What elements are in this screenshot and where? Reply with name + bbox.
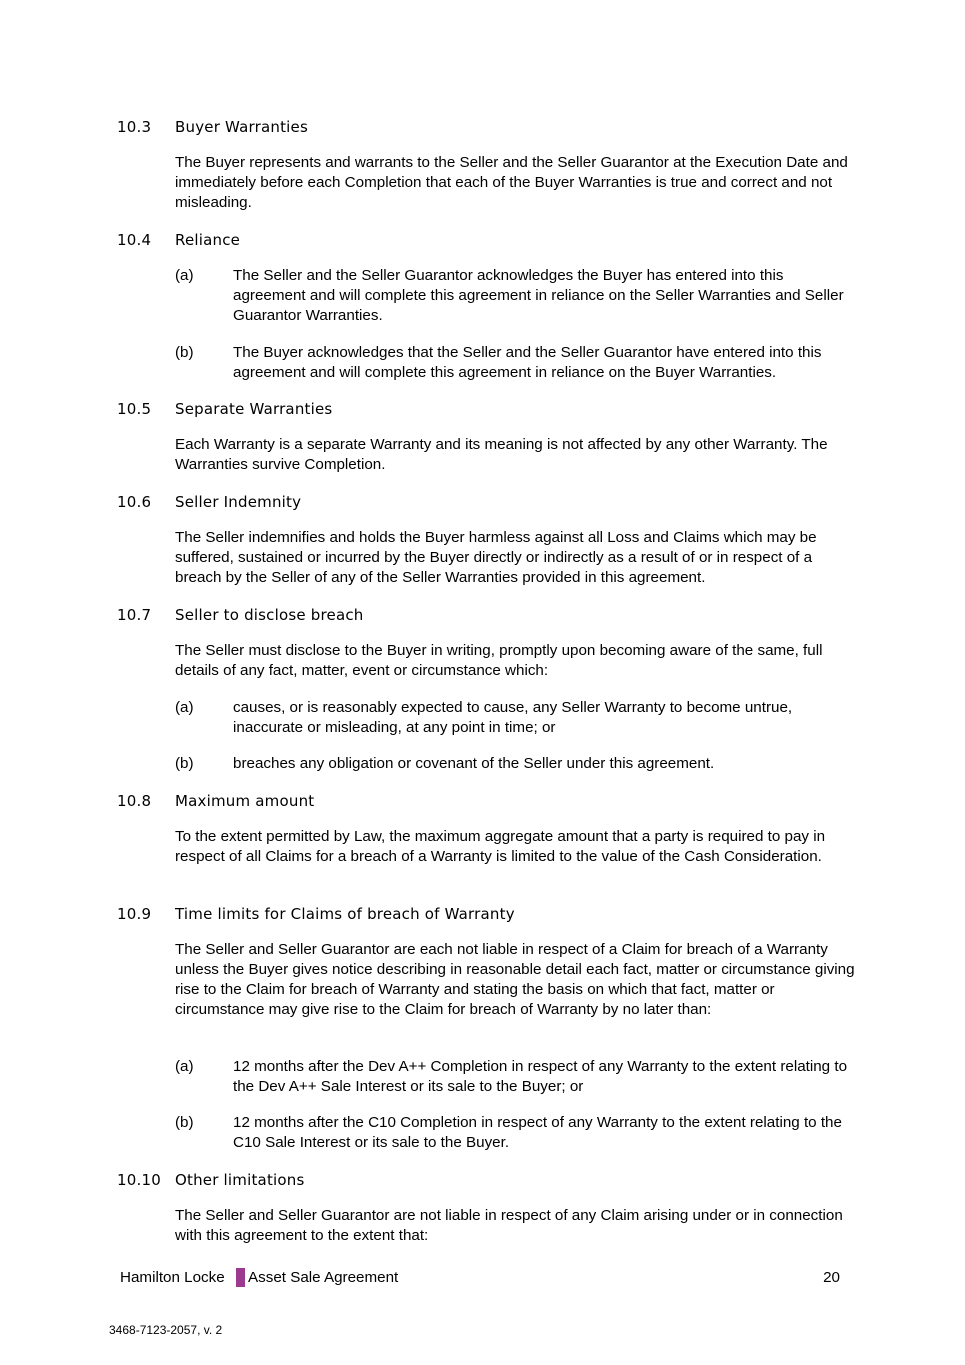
- list-item-label: (a): [175, 699, 194, 716]
- section-heading-10-9: [117, 904, 515, 924]
- section-title: Seller Indemnity: [175, 493, 302, 511]
- page-number: 20: [823, 1269, 840, 1286]
- section-title: Time limits for Claims of breach of Warranty: [175, 905, 515, 923]
- section-heading-10-8: [117, 791, 314, 811]
- section-body-10-8: To the extent permitted by Law, the maximum aggregate amount that a party is required to pay in respect of all Claims for a breach of a Warranty is limited to the value of the Cash Consideration.: [175, 828, 826, 865]
- list-item-text: 12 months after the C10 Completion in respect of any Warranty to the extent relating to the C10 Sale Interest or its sale to the Buyer.: [233, 1114, 842, 1151]
- list-item-10-7-b: [175, 754, 855, 774]
- section-heading-10-4: [117, 230, 240, 250]
- section-number: 10.10: [117, 1171, 161, 1189]
- document-reference: 3468-7123-2057, v. 2: [109, 1323, 223, 1337]
- list-item-label: (a): [175, 1058, 194, 1075]
- section-number: 10.8: [117, 792, 152, 810]
- list-item-10-9-b: [175, 1113, 855, 1153]
- list-item-10-4-a: [175, 266, 855, 326]
- section-title: Seller to disclose breach: [175, 606, 364, 624]
- list-item-label: (b): [175, 755, 194, 772]
- list-item-text: causes, or is reasonably expected to cause, any Seller Warranty to become untrue, inaccurate or misleading, at any point in time; or: [233, 699, 793, 736]
- section-heading-10-6: [117, 492, 301, 512]
- section-number: 10.9: [117, 905, 152, 923]
- section-title: Other limitations: [175, 1171, 305, 1189]
- list-item-text: 12 months after the Dev A++ Completion in respect of any Warranty to the extent relating to the Dev A++ Sale Interest or its sale to the Buyer; or: [233, 1058, 848, 1095]
- section-number: 10.4: [117, 231, 152, 249]
- section-number: 10.5: [117, 400, 152, 418]
- section-title: Reliance: [175, 231, 241, 249]
- section-number: 10.3: [117, 118, 152, 136]
- list-item-text: The Buyer acknowledges that the Seller and the Seller Guarantor have entered into this agreement and will complete this agreement in reliance on the Buyer Warranties.: [233, 344, 822, 381]
- section-body-10-5: Each Warranty is a separate Warranty and its meaning is not affected by any other Warranty. The Warranties survive Completion.: [175, 436, 828, 473]
- section-body-10-3: The Buyer represents and warrants to the Seller and the Seller Guarantor at the Execution Date and immediately before each Completion that each of the Buyer Warranties is true and correct and not misleading.: [175, 154, 848, 211]
- list-item-label: (b): [175, 344, 194, 361]
- section-body-10-7: The Seller must disclose to the Buyer in writing, promptly upon becoming aware of the same, full details of any fact, matter, event or circumstance which:: [175, 642, 823, 679]
- section-heading-10-5: [117, 399, 332, 419]
- section-title: Separate Warranties: [175, 400, 333, 418]
- section-title: Maximum amount: [175, 792, 315, 810]
- section-heading-10-10: [117, 1170, 305, 1190]
- list-item-10-4-b: [175, 343, 855, 383]
- footer-brand-bar: [236, 1268, 245, 1287]
- footer-brand: Hamilton Locke: [120, 1269, 225, 1286]
- section-body-10-9: The Seller and Seller Guarantor are each not liable in respect of a Claim for breach of a Warranty unless the Buyer gives notice describing in reasonable detail each fact, matter or circumstance giving rise to the Claim for breach of Warranty and stating the basis on which that fact, matter or circumstance may give rise to the Claim for breach of Warranty by no later than:: [175, 941, 855, 1018]
- section-heading-10-3: [117, 117, 308, 137]
- section-heading-10-7: [117, 605, 364, 625]
- list-item-text: breaches any obligation or covenant of the Seller under this agreement.: [233, 755, 715, 772]
- list-item-10-9-a: [175, 1057, 855, 1097]
- footer-document-title: Asset Sale Agreement: [248, 1269, 399, 1286]
- section-number: 10.7: [117, 606, 152, 624]
- list-item-label: (a): [175, 267, 194, 284]
- list-item-text: The Seller and the Seller Guarantor acknowledges the Buyer has entered into this agreement and will complete this agreement in reliance on the Seller Warranties and Seller Guarantor Warranties.: [233, 267, 844, 324]
- section-number: 10.6: [117, 493, 152, 511]
- section-title: Buyer Warranties: [175, 118, 308, 136]
- list-item-label: (b): [175, 1114, 194, 1131]
- section-body-10-6: The Seller indemnifies and holds the Buyer harmless against all Loss and Claims which may be suffered, sustained or incurred by the Buyer directly or indirectly as a result of or in respect of a breach by the Seller of any of the Seller Warranties provided in this agreement.: [175, 529, 817, 586]
- list-item-10-7-a: [175, 698, 855, 738]
- page-footer: [120, 1268, 840, 1288]
- section-body-10-10: The Seller and Seller Guarantor are not liable in respect of any Claim arising under or in connection with this agreement to the extent that:: [175, 1207, 843, 1244]
